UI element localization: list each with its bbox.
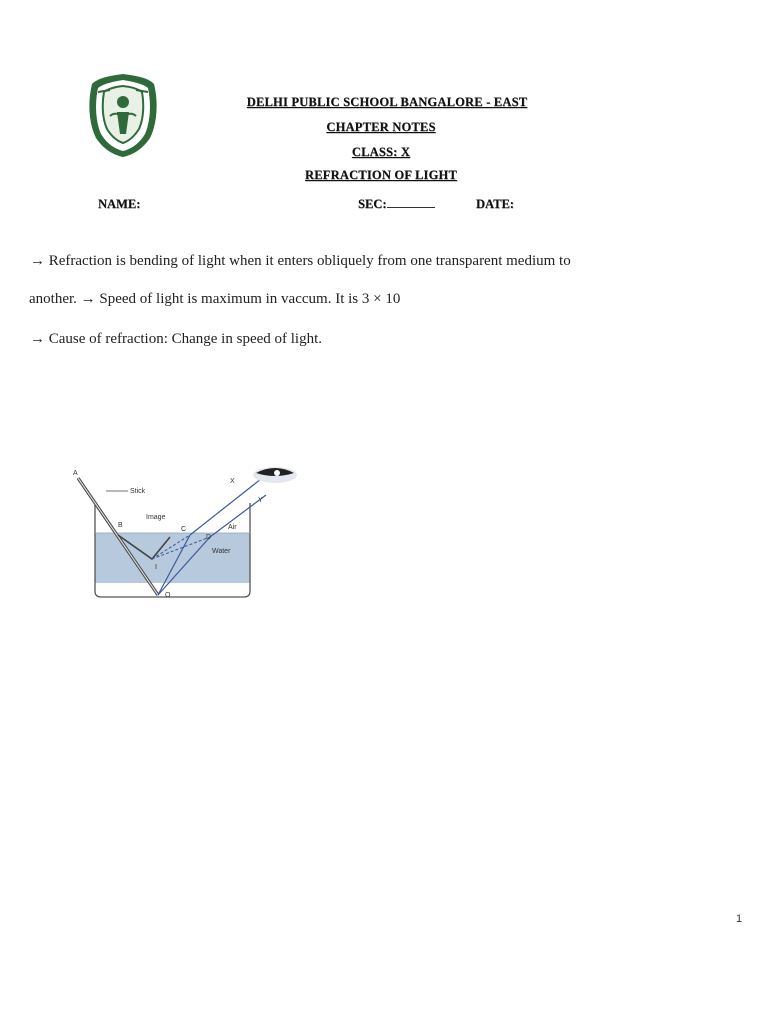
document-type: CHAPTER NOTES: [326, 120, 436, 134]
label-image: Image: [146, 514, 166, 521]
label-a: A: [73, 470, 78, 477]
section-label: SEC:: [358, 197, 387, 211]
label-water: Water: [212, 548, 231, 555]
date-label: DATE:: [476, 197, 514, 211]
refraction-diagram: [70, 455, 300, 605]
chapter-title: REFRACTION OF LIGHT: [305, 168, 457, 182]
label-c: C: [181, 526, 187, 533]
label-y: Y: [258, 497, 263, 504]
note-line-2: another. → Speed of light is maximum in vaccum. It is 3 × 10: [29, 291, 401, 307]
section-field: [358, 197, 435, 212]
section-blank: [387, 197, 435, 208]
date-field: [476, 197, 514, 212]
label-air: Air: [228, 524, 237, 531]
label-b: B: [118, 522, 123, 529]
class-label: CLASS: X: [351, 145, 411, 159]
label-o: O: [165, 592, 171, 599]
label-x: X: [230, 478, 235, 485]
page-number: 1: [736, 913, 743, 925]
label-stick: Stick: [130, 488, 146, 495]
name-field: [98, 197, 140, 212]
label-d: D: [206, 534, 212, 541]
name-label: NAME:: [98, 197, 141, 211]
water-region: [95, 533, 250, 583]
school-name: DELHI PUBLIC SCHOOL BANGALORE - EAST: [246, 95, 528, 109]
note-line-1: → Refraction is bending of light when it enters obliquely from one transparent medium to: [30, 253, 571, 269]
note-line-3: → Cause of refraction: Change in speed of light.: [30, 331, 323, 347]
label-i: I: [155, 564, 157, 571]
eye-icon: [253, 467, 297, 483]
